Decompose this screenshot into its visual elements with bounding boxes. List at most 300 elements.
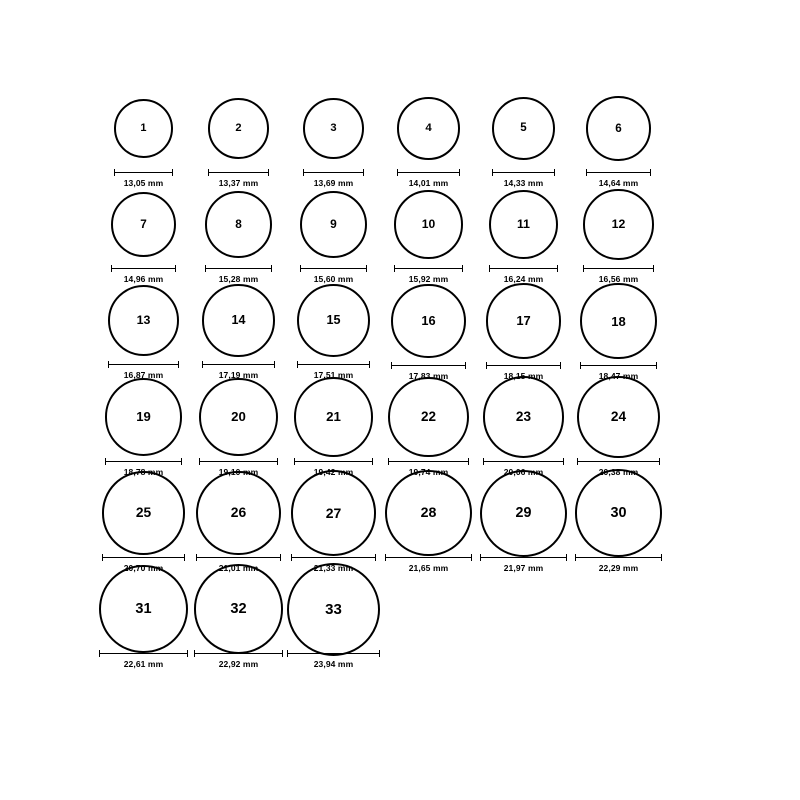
ring-size-label: 22 xyxy=(420,409,436,425)
ring-size-label: 24 xyxy=(610,409,627,425)
ring-circle-icon xyxy=(583,189,654,260)
dimension-bar xyxy=(202,364,274,365)
dimension-tick-right xyxy=(656,362,657,369)
ring-circle-icon xyxy=(202,284,274,356)
ring-diameter-label: 17,83 mm xyxy=(408,371,449,381)
ring-diameter-dimension xyxy=(208,169,269,188)
ring-size-label: 6 xyxy=(615,121,622,135)
ring-size-cell[interactable] xyxy=(286,476,381,572)
ring-size-grid xyxy=(96,92,704,668)
dimension-tick-left xyxy=(291,554,292,561)
dimension-bar xyxy=(194,653,284,654)
ring-size-cell[interactable] xyxy=(191,476,286,572)
ring-circle-wrapper xyxy=(99,572,188,646)
dimension-tick-left xyxy=(575,554,576,561)
ring-size-label: 9 xyxy=(330,216,337,231)
ring-diameter-dimension xyxy=(105,458,182,477)
ring-circle-wrapper xyxy=(492,92,556,165)
ring-diameter-label: 13,05 mm xyxy=(123,178,164,188)
dimension-tick-left xyxy=(489,265,490,272)
ring-size-cell[interactable] xyxy=(571,476,666,572)
ring-diameter-label: 14,33 mm xyxy=(503,178,544,188)
ring-circle-icon xyxy=(303,98,365,160)
dimension-line-icon xyxy=(102,554,185,561)
dimension-tick-right xyxy=(566,554,567,561)
dimension-line-icon xyxy=(196,554,280,561)
ring-size-cell[interactable] xyxy=(286,92,381,188)
ring-diameter-dimension xyxy=(486,362,561,381)
dimension-tick-left xyxy=(196,554,197,561)
ring-diameter-dimension xyxy=(194,650,284,669)
dimension-line-icon xyxy=(394,265,463,272)
dimension-line-icon xyxy=(575,554,663,561)
dimension-tick-right xyxy=(369,361,370,368)
ring-circle-wrapper xyxy=(303,92,365,165)
ring-size-label: 27 xyxy=(325,505,342,521)
ring-diameter-dimension xyxy=(102,554,185,573)
dimension-tick-left xyxy=(394,265,395,272)
ring-circle-icon xyxy=(577,376,659,458)
ring-circle-icon xyxy=(492,97,556,161)
ring-circle-wrapper xyxy=(105,380,182,454)
ring-diameter-label: 18,47 mm xyxy=(598,371,639,381)
ring-circle-icon xyxy=(586,96,651,161)
dimension-bar xyxy=(297,364,370,365)
dimension-tick-left xyxy=(102,554,103,561)
ring-circle-icon xyxy=(394,190,463,259)
ring-diameter-label: 13,69 mm xyxy=(313,178,354,188)
dimension-tick-right xyxy=(653,265,654,272)
ring-circle-icon xyxy=(108,285,179,356)
ring-diameter-label: 20,70 mm xyxy=(123,563,164,573)
dimension-tick-right xyxy=(563,458,564,465)
dimension-tick-right xyxy=(557,265,558,272)
dimension-line-icon xyxy=(492,169,556,176)
ring-size-cell[interactable] xyxy=(476,188,571,284)
ring-diameter-label: 17,19 mm xyxy=(218,370,259,380)
dimension-tick-left xyxy=(202,361,203,368)
ring-circle-wrapper xyxy=(205,188,272,261)
ring-size-label: 25 xyxy=(135,505,152,521)
dimension-bar xyxy=(397,172,460,173)
dimension-tick-left xyxy=(583,265,584,272)
dimension-tick-right xyxy=(184,554,185,561)
ring-diameter-dimension xyxy=(303,169,365,188)
dimension-tick-left xyxy=(287,650,288,657)
dimension-line-icon xyxy=(202,361,274,368)
dimension-line-icon xyxy=(199,458,277,465)
dimension-line-icon xyxy=(586,169,651,176)
dimension-tick-left xyxy=(300,265,301,272)
ring-circle-wrapper xyxy=(394,188,463,261)
ring-size-cell[interactable] xyxy=(191,92,286,188)
ring-circle-icon xyxy=(99,565,188,654)
ring-size-label: 14 xyxy=(231,313,246,328)
dimension-tick-left xyxy=(205,265,206,272)
dimension-bar xyxy=(287,653,380,654)
ring-size-label: 19 xyxy=(136,409,151,425)
dimension-line-icon xyxy=(577,458,659,465)
ring-size-cell[interactable] xyxy=(381,476,476,572)
dimension-tick-right xyxy=(172,169,173,176)
ring-circle-icon xyxy=(489,190,559,260)
ring-diameter-dimension xyxy=(483,458,564,477)
ring-circle-wrapper xyxy=(388,380,468,454)
dimension-line-icon xyxy=(208,169,269,176)
ring-diameter-dimension xyxy=(108,361,179,380)
ring-diameter-label: 21,33 mm xyxy=(313,563,354,573)
dimension-bar xyxy=(586,172,651,173)
ring-diameter-label: 15,60 mm xyxy=(313,274,354,284)
ring-size-cell[interactable] xyxy=(286,284,381,380)
ring-size-cell[interactable] xyxy=(476,284,571,380)
ring-size-label: 30 xyxy=(610,504,627,521)
ring-circle-icon xyxy=(194,564,284,654)
ring-size-cell[interactable] xyxy=(571,284,666,380)
ring-circle-wrapper xyxy=(297,284,370,357)
ring-size-cell[interactable] xyxy=(286,572,381,668)
ring-diameter-label: 18,78 mm xyxy=(123,467,164,477)
ring-circle-wrapper xyxy=(202,284,274,357)
ring-size-cell[interactable] xyxy=(96,92,191,188)
ring-size-label: 7 xyxy=(140,217,147,231)
ring-size-cell[interactable] xyxy=(96,380,191,476)
ring-size-label: 26 xyxy=(230,504,247,521)
dimension-line-icon xyxy=(205,265,272,272)
dimension-tick-right xyxy=(282,650,283,657)
ring-circle-wrapper xyxy=(397,92,460,165)
ring-size-cell[interactable] xyxy=(286,380,381,476)
ring-diameter-label: 21,01 mm xyxy=(218,563,259,573)
dimension-tick-right xyxy=(178,361,179,368)
dimension-line-icon xyxy=(391,362,465,369)
ring-diameter-dimension xyxy=(294,458,373,477)
dimension-tick-left xyxy=(303,169,304,176)
ring-circle-wrapper xyxy=(391,284,465,358)
ring-circle-icon xyxy=(300,191,368,259)
dimension-bar xyxy=(483,461,564,462)
ring-circle-icon xyxy=(199,378,277,456)
dimension-tick-right xyxy=(379,650,380,657)
ring-size-cell[interactable] xyxy=(96,284,191,380)
ring-circle-wrapper xyxy=(583,188,654,261)
dimension-tick-left xyxy=(294,458,295,465)
dimension-bar xyxy=(208,172,269,173)
dimension-tick-left xyxy=(391,362,392,369)
ring-size-label: 4 xyxy=(425,121,432,134)
ring-size-cell[interactable] xyxy=(476,380,571,476)
ring-size-cell[interactable] xyxy=(381,380,476,476)
dimension-tick-left xyxy=(385,554,386,561)
dimension-tick-right xyxy=(375,554,376,561)
dimension-tick-right xyxy=(661,554,662,561)
ring-circle-icon xyxy=(388,377,468,457)
dimension-bar xyxy=(105,461,182,462)
ring-size-label: 2 xyxy=(235,121,242,134)
dimension-tick-left xyxy=(480,554,481,561)
ring-size-label: 11 xyxy=(517,217,530,232)
ring-diameter-label: 22,29 mm xyxy=(598,563,639,573)
dimension-tick-left xyxy=(108,361,109,368)
ring-diameter-dimension xyxy=(297,361,370,380)
ring-diameter-label: 19,42 mm xyxy=(313,467,354,477)
ring-circle-wrapper xyxy=(287,572,380,646)
ring-size-label: 29 xyxy=(515,504,532,521)
ring-diameter-label: 15,92 mm xyxy=(408,274,449,284)
ring-size-label: 20 xyxy=(231,409,246,425)
ring-diameter-label: 14,01 mm xyxy=(408,178,449,188)
dimension-tick-left xyxy=(483,458,484,465)
ring-diameter-dimension xyxy=(489,265,559,284)
dimension-line-icon xyxy=(300,265,368,272)
dimension-tick-left xyxy=(208,169,209,176)
dimension-line-icon xyxy=(385,554,471,561)
ring-size-label: 13 xyxy=(136,313,151,328)
ring-size-cell[interactable] xyxy=(381,92,476,188)
ring-diameter-dimension xyxy=(385,554,471,573)
ring-diameter-dimension xyxy=(575,554,663,573)
ring-circle-icon xyxy=(114,99,174,159)
ring-size-label: 10 xyxy=(421,217,436,232)
ring-circle-icon xyxy=(196,471,280,555)
ring-diameter-dimension xyxy=(114,169,174,188)
dimension-tick-left xyxy=(397,169,398,176)
dimension-bar xyxy=(388,461,468,462)
dimension-line-icon xyxy=(388,458,468,465)
ring-size-label: 33 xyxy=(325,600,342,618)
ring-size-label: 5 xyxy=(520,121,527,134)
ring-diameter-dimension xyxy=(99,650,188,669)
ring-diameter-label: 16,24 mm xyxy=(503,274,544,284)
ring-size-cell[interactable] xyxy=(381,188,476,284)
dimension-tick-right xyxy=(560,362,561,369)
dimension-tick-right xyxy=(465,362,466,369)
dimension-bar xyxy=(294,461,373,462)
ring-diameter-dimension xyxy=(202,361,274,380)
dimension-bar xyxy=(391,365,465,366)
dimension-tick-right xyxy=(462,265,463,272)
ring-circle-wrapper xyxy=(102,476,185,550)
dimension-bar xyxy=(486,365,561,366)
dimension-tick-right xyxy=(175,265,176,272)
ring-circle-icon xyxy=(575,469,663,557)
ring-size-label: 15 xyxy=(326,313,341,328)
ring-circle-icon xyxy=(391,284,465,358)
ring-diameter-label: 16,56 mm xyxy=(598,274,639,284)
dimension-tick-left xyxy=(99,650,100,657)
ring-size-label: 21 xyxy=(326,409,341,425)
ring-circle-icon xyxy=(486,283,561,358)
ring-circle-icon xyxy=(580,283,656,359)
ring-size-label: 1 xyxy=(140,121,147,134)
ring-diameter-dimension xyxy=(199,458,277,477)
ring-circle-wrapper xyxy=(114,92,174,165)
ring-diameter-dimension xyxy=(580,362,656,381)
ring-circle-wrapper xyxy=(586,92,651,165)
ring-diameter-dimension xyxy=(391,362,465,381)
dimension-bar xyxy=(291,557,376,558)
ring-circle-icon xyxy=(397,97,460,160)
dimension-bar xyxy=(489,268,559,269)
ring-circle-icon xyxy=(294,377,373,456)
dimension-bar xyxy=(480,557,567,558)
ring-size-cell[interactable] xyxy=(96,188,191,284)
ring-diameter-label: 13,37 mm xyxy=(218,178,259,188)
ring-circle-wrapper xyxy=(291,476,376,550)
ring-size-cell[interactable] xyxy=(476,476,571,572)
dimension-line-icon xyxy=(580,362,656,369)
ring-size-cell[interactable] xyxy=(286,188,381,284)
dimension-line-icon xyxy=(114,169,174,176)
ring-size-label: 23 xyxy=(515,409,532,425)
ring-circle-wrapper xyxy=(483,380,564,454)
ring-circle-wrapper xyxy=(575,476,663,550)
dimension-line-icon xyxy=(483,458,564,465)
dimension-tick-left xyxy=(388,458,389,465)
ring-circle-icon xyxy=(205,191,272,258)
dimension-bar xyxy=(575,557,663,558)
ring-circle-wrapper xyxy=(577,380,659,454)
ring-circle-icon xyxy=(385,470,471,556)
dimension-tick-left xyxy=(580,362,581,369)
ring-circle-wrapper xyxy=(294,380,373,454)
dimension-tick-right xyxy=(187,650,188,657)
dimension-line-icon xyxy=(489,265,559,272)
dimension-bar xyxy=(394,268,463,269)
dimension-tick-right xyxy=(659,458,660,465)
ring-circle-wrapper xyxy=(111,188,177,261)
dimension-tick-left xyxy=(486,362,487,369)
ring-circle-icon xyxy=(291,470,376,555)
dimension-tick-right xyxy=(650,169,651,176)
ring-circle-wrapper xyxy=(208,92,269,165)
dimension-line-icon xyxy=(486,362,561,369)
dimension-line-icon xyxy=(303,169,365,176)
ring-circle-wrapper xyxy=(300,188,368,261)
dimension-tick-right xyxy=(274,361,275,368)
ring-diameter-dimension xyxy=(586,169,651,188)
ring-diameter-dimension xyxy=(111,265,177,284)
ring-diameter-label: 20,06 mm xyxy=(503,467,544,477)
ring-circle-wrapper xyxy=(480,476,567,550)
dimension-bar xyxy=(102,557,185,558)
dimension-tick-right xyxy=(268,169,269,176)
ring-diameter-dimension xyxy=(291,554,376,573)
ring-size-cell[interactable] xyxy=(96,572,191,668)
ring-diameter-dimension xyxy=(492,169,556,188)
dimension-tick-right xyxy=(363,169,364,176)
dimension-bar xyxy=(114,172,174,173)
ring-circle-wrapper xyxy=(489,188,559,261)
ring-size-cell[interactable] xyxy=(191,572,286,668)
ring-size-label: 16 xyxy=(421,312,436,328)
dimension-tick-left xyxy=(492,169,493,176)
dimension-tick-right xyxy=(366,265,367,272)
dimension-tick-left xyxy=(194,650,195,657)
ring-diameter-dimension xyxy=(287,650,380,669)
dimension-tick-right xyxy=(468,458,469,465)
dimension-tick-right xyxy=(372,458,373,465)
ring-size-cell[interactable] xyxy=(191,188,286,284)
dimension-bar xyxy=(205,268,272,269)
dimension-tick-right xyxy=(181,458,182,465)
dimension-tick-right xyxy=(471,554,472,561)
ring-size-cell[interactable] xyxy=(571,92,666,188)
dimension-bar xyxy=(577,461,659,462)
ring-circle-wrapper xyxy=(199,380,277,454)
ring-diameter-label: 20,38 mm xyxy=(598,467,639,477)
ring-size-cell[interactable] xyxy=(571,188,666,284)
dimension-line-icon xyxy=(297,361,370,368)
ring-size-cell[interactable] xyxy=(571,380,666,476)
dimension-tick-left xyxy=(297,361,298,368)
dimension-bar xyxy=(196,557,280,558)
ring-diameter-dimension xyxy=(196,554,280,573)
ring-size-cell[interactable] xyxy=(381,284,476,380)
dimension-line-icon xyxy=(583,265,654,272)
dimension-tick-right xyxy=(280,554,281,561)
ring-size-cell[interactable] xyxy=(191,284,286,380)
dimension-tick-right xyxy=(271,265,272,272)
ring-diameter-label: 15,28 mm xyxy=(218,274,259,284)
dimension-bar xyxy=(583,268,654,269)
ring-circle-icon xyxy=(102,471,185,554)
ring-size-label: 18 xyxy=(611,313,626,329)
ring-size-cell[interactable] xyxy=(191,380,286,476)
ring-circle-icon xyxy=(483,376,564,457)
ring-size-cell[interactable] xyxy=(96,476,191,572)
ring-diameter-dimension xyxy=(394,265,463,284)
ring-circle-icon xyxy=(287,563,380,656)
ring-diameter-dimension xyxy=(300,265,368,284)
ring-diameter-label: 19,74 mm xyxy=(408,467,449,477)
ring-diameter-label: 23,94 mm xyxy=(313,659,354,669)
ring-diameter-dimension xyxy=(397,169,460,188)
dimension-line-icon xyxy=(287,650,380,657)
dimension-line-icon xyxy=(480,554,567,561)
dimension-bar xyxy=(99,653,188,654)
ring-diameter-dimension xyxy=(480,554,567,573)
ring-circle-icon xyxy=(208,98,269,159)
dimension-tick-left xyxy=(577,458,578,465)
ring-circle-wrapper xyxy=(194,572,284,646)
dimension-line-icon xyxy=(111,265,177,272)
ring-circle-wrapper xyxy=(486,284,561,358)
ring-size-cell[interactable] xyxy=(476,92,571,188)
ring-diameter-dimension xyxy=(577,458,659,477)
dimension-line-icon xyxy=(108,361,179,368)
ring-diameter-label: 17,51 mm xyxy=(313,370,354,381)
ring-diameter-label: 16,87 mm xyxy=(123,370,164,380)
dimension-bar xyxy=(303,172,365,173)
dimension-line-icon xyxy=(194,650,284,657)
ring-diameter-label: 14,64 mm xyxy=(598,178,639,188)
ring-circle-wrapper xyxy=(580,284,656,358)
dimension-tick-right xyxy=(554,169,555,176)
ring-diameter-dimension xyxy=(388,458,468,477)
dimension-line-icon xyxy=(105,458,182,465)
ring-size-label: 31 xyxy=(135,600,152,617)
dimension-tick-left xyxy=(105,458,106,465)
dimension-line-icon xyxy=(397,169,460,176)
ring-size-label: 17 xyxy=(516,312,531,328)
ring-diameter-label: 21,65 mm xyxy=(408,563,449,573)
ring-circle-wrapper xyxy=(196,476,280,550)
dimension-bar xyxy=(385,557,471,558)
ring-diameter-dimension xyxy=(583,265,654,284)
dimension-bar xyxy=(580,365,656,366)
ring-diameter-label: 21,97 mm xyxy=(503,563,544,573)
